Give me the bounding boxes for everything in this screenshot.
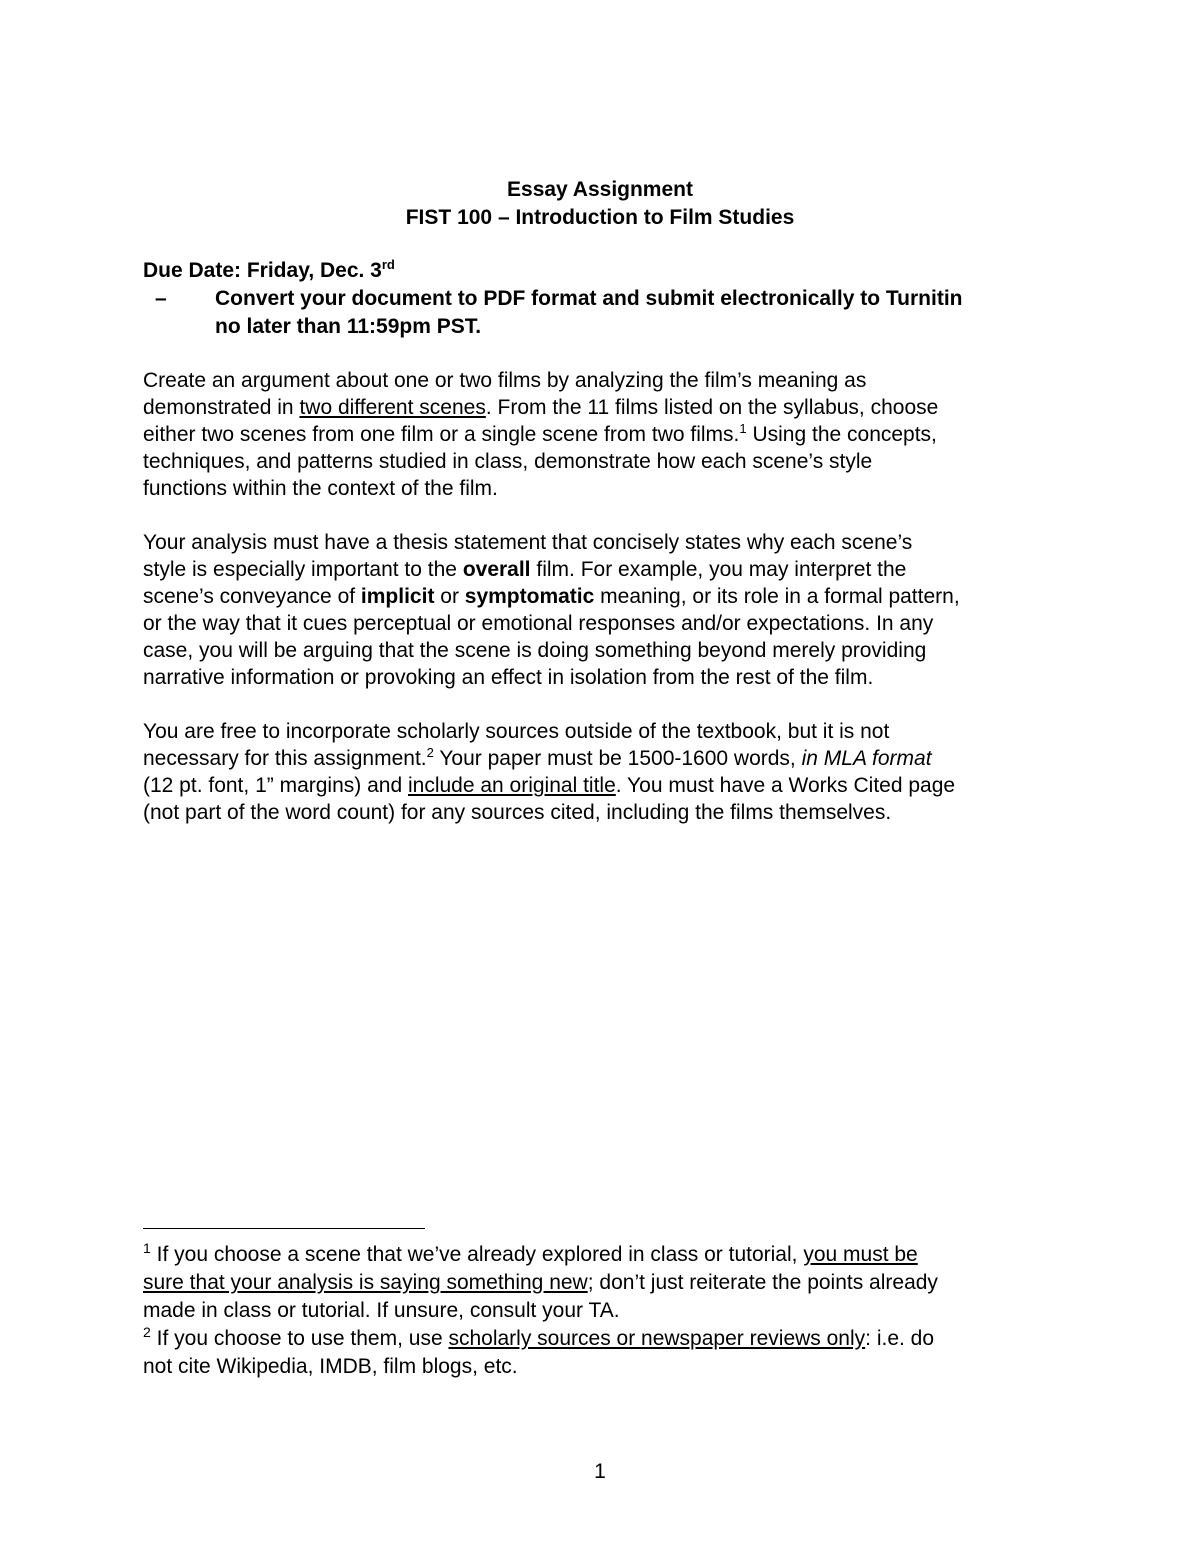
p3-line4: (not part of the word count) for any sources cited, including the films themselves. [143, 801, 892, 824]
p1-line3-text-a: either two scenes from one film or a single scene from two films. [143, 423, 740, 446]
paragraph-argument [143, 367, 1073, 502]
paragraph-requirements [143, 718, 1073, 826]
submission-instruction-line1: Convert your document to PDF format and submit electronically to Turnitin [215, 287, 963, 310]
p2-line3-text-a: scene’s conveyance of [143, 585, 361, 608]
footnote-2-line2: not cite Wikipedia, IMDB, film blogs, etc. [143, 1355, 518, 1378]
footnote-1-emphasis-a: you must be [803, 1243, 918, 1266]
p1-line4: techniques, and patterns studied in class, demonstrate how each scene’s style [143, 450, 873, 473]
footnote-1-emphasis-b: sure that your analysis is saying something new [143, 1271, 588, 1294]
footnote-1-line1 [143, 1241, 1073, 1269]
paragraph-thesis [143, 529, 1073, 691]
p3-line2-text-a: necessary for this assignment. [143, 747, 427, 770]
due-date-suffix: rd [381, 257, 395, 272]
footnote-2-text-b: : i.e. do [865, 1327, 935, 1350]
p3-line1: You are free to incorporate scholarly sources outside of the textbook, but it is not [143, 720, 890, 743]
p1-line2-text-a: demonstrated in [143, 396, 300, 419]
footnote-separator [143, 1228, 425, 1229]
p2-line2-text-b: film. For example, you may interpret the [530, 558, 907, 581]
p3-line2-text-b: Your paper must be 1500-1600 words, [433, 747, 802, 770]
footnote-ref-1: 1 [739, 421, 747, 436]
p1-line1: Create an argument about one or two films by analyzing the film’s meaning as [143, 369, 867, 392]
page-number: 1 [594, 1460, 606, 1483]
p3-line3 [143, 772, 1073, 799]
footnotes [143, 1241, 1073, 1381]
p2-line5: case, you will be arguing that the scene is doing something beyond merely providing [143, 639, 927, 662]
p2-line3-text-c: meaning, or its role in a formal pattern, [594, 585, 960, 608]
implicit-emphasis: implicit [360, 585, 435, 608]
p2-line3-text-b: or [434, 585, 465, 608]
symptomatic-emphasis: symptomatic [464, 585, 595, 608]
footnote-2-emphasis: scholarly sources or newspaper reviews only [448, 1327, 866, 1350]
due-date-text: Due Date: Friday, Dec. 3 [143, 259, 382, 282]
p3-line3-text-a: (12 pt. font, 1” margins) and [143, 774, 408, 797]
footnote-1-marker: 1 [143, 1240, 151, 1256]
p2-line1: Your analysis must have a thesis statement that concisely states why each scene’s [143, 531, 913, 554]
submission-instruction-line2: no later than 11:59pm PST. [215, 315, 482, 338]
p2-line6: narrative information or provoking an effect in isolation from the rest of the film. [143, 666, 874, 689]
p2-line3 [143, 583, 1073, 610]
p1-line3-text-b: Using the concepts, [746, 423, 937, 446]
footnote-1-text-a: If you choose a scene that we’ve already explored in class or tutorial, [150, 1243, 804, 1266]
overall-emphasis: overall [462, 558, 531, 581]
footnote-2-line1 [143, 1325, 1073, 1353]
footnote-1-line3: made in class or tutorial. If unsure, consult your TA. [143, 1299, 620, 1322]
original-title-emphasis: include an original title [407, 774, 616, 797]
p2-line2 [143, 556, 1073, 583]
two-different-scenes-emphasis: two different scenes [299, 396, 486, 419]
p1-line2 [143, 394, 1073, 421]
course-title: FIST 100 – Introduction to Film Studies [405, 206, 795, 229]
p1-line2-text-b: . From the 11 films listed on the syllabus, choose [485, 396, 939, 419]
bullet-dash: – [155, 287, 167, 310]
document-title: Essay Assignment [507, 178, 693, 201]
p1-line3 [143, 421, 1073, 448]
footnote-1-text-b: ; don’t just reiterate the points already [587, 1271, 938, 1294]
p1-line5: functions within the context of the film. [143, 477, 498, 500]
mla-format-emphasis: in MLA format [801, 747, 932, 770]
due-date [143, 257, 395, 285]
p2-line4: or the way that it cues perceptual or emotional responses and/or expectations. In any [143, 612, 934, 635]
p2-line2-text-a: style is especially important to the [143, 558, 463, 581]
footnote-ref-2: 2 [426, 745, 434, 760]
footnote-2-marker: 2 [143, 1324, 151, 1340]
p3-line3-text-b: . You must have a Works Cited page [615, 774, 956, 797]
footnote-1-line2 [143, 1269, 1073, 1297]
p3-line2 [143, 745, 1073, 772]
submission-instruction [215, 285, 1075, 341]
footnote-2-text-a: If you choose to use them, use [150, 1327, 449, 1350]
